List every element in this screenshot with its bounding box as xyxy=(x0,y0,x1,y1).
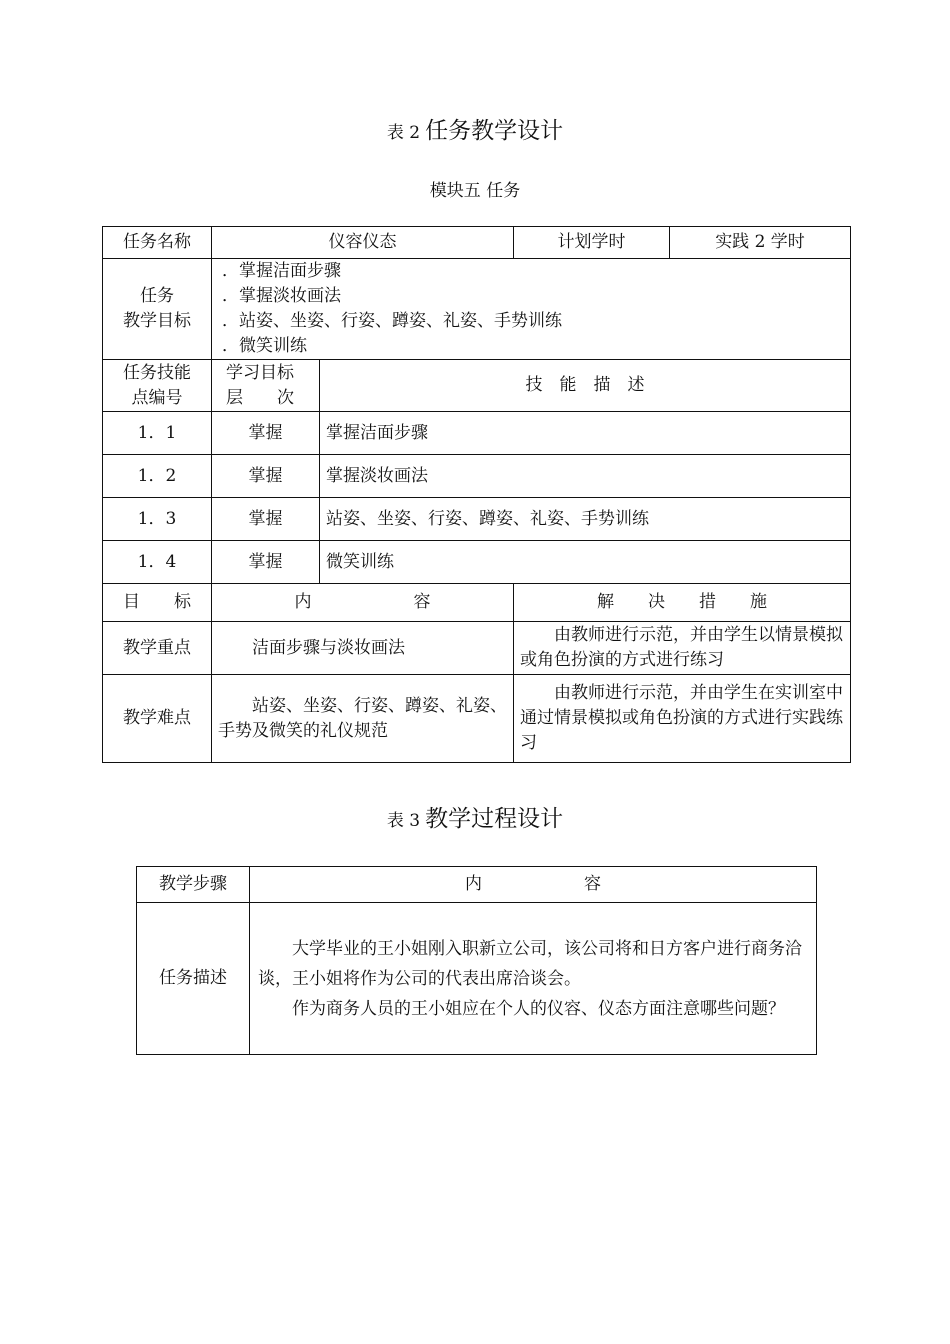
key-point-row xyxy=(103,622,851,675)
skill-id-header xyxy=(103,360,212,412)
task-description-row xyxy=(137,903,817,1055)
task-name-value: 仪容仪态 xyxy=(212,227,514,259)
difficult-point-label: 教学难点 xyxy=(103,675,212,763)
learning-level-header xyxy=(212,360,320,412)
skill-level: 掌握 xyxy=(212,498,320,541)
table-row xyxy=(103,498,851,541)
skill-description: 掌握淡妆画法 xyxy=(320,455,851,498)
table-row xyxy=(103,455,851,498)
task-description-content xyxy=(250,903,817,1055)
table-row xyxy=(103,541,851,584)
table2-subtitle: 模块五 任务 xyxy=(429,181,521,201)
focus-header-row xyxy=(103,584,851,622)
table3-title-main: 教学过程设计 xyxy=(425,806,564,832)
skill-description: 掌握洁面步骤 xyxy=(320,412,851,455)
skill-id: 1．1 xyxy=(103,412,212,455)
step-column-header: 教学步骤 xyxy=(137,867,250,903)
goal-item: ．掌握洁面步骤 xyxy=(222,261,341,281)
key-point-content: 洁面步骤与淡妆画法 xyxy=(212,622,514,675)
skill-level: 掌握 xyxy=(212,455,320,498)
goal-column-header: 目 标 xyxy=(103,584,212,622)
skill-id: 1．4 xyxy=(103,541,212,584)
skill-id: 1．3 xyxy=(103,498,212,541)
skill-description: 站姿、坐姿、行姿、蹲姿、礼姿、手势训练 xyxy=(320,498,851,541)
skill-id-header-line1: 任务技能 xyxy=(123,362,191,383)
task-description-label: 任务描述 xyxy=(137,903,250,1055)
skill-level: 掌握 xyxy=(212,541,320,584)
difficult-point-measure: 由教师进行示范，并由学生在实训室中通过情景模拟或角色扮演的方式进行实践练习 xyxy=(514,675,851,763)
table2-title xyxy=(0,112,950,145)
key-point-label: 教学重点 xyxy=(103,622,212,675)
task-name-label: 任务名称 xyxy=(103,227,212,259)
skills-header-row xyxy=(103,360,851,412)
task-description-para: 作为商务人员的王小姐应在个人的仪容、仪态方面注意哪些问题？ xyxy=(292,998,785,1019)
goal-item: ．微笑训练 xyxy=(222,336,307,356)
planned-hours-value: 实践 2 学时 xyxy=(670,227,851,259)
teaching-goals-label-line2: 教学目标 xyxy=(123,311,191,331)
skill-level: 掌握 xyxy=(212,412,320,455)
learning-level-header-line2: 层 次 xyxy=(226,387,294,408)
goal-item: ．掌握淡妆画法 xyxy=(222,286,341,306)
skill-id: 1．2 xyxy=(103,455,212,498)
learning-level-header-line1: 学习目标 xyxy=(226,362,294,383)
task-name-row xyxy=(103,227,851,259)
content-column-header: 内 容 xyxy=(250,867,817,903)
skill-description-header: 技 能 描 述 xyxy=(320,360,851,412)
task-description-para: 大学毕业的王小姐刚入职新立公司，该公司将和日方客户进行商务洽谈，王小姐将作为公司的代表出席洽谈会。 xyxy=(258,938,802,989)
content-column-header-text: 内 容 xyxy=(294,592,431,612)
teaching-process-table xyxy=(136,866,817,1055)
key-point-measure: 由教师进行示范，并由学生以情景模拟或角色扮演的方式进行练习 xyxy=(514,622,851,675)
goal-item: ．站姿、坐姿、行姿、蹲姿、礼姿、手势训练 xyxy=(222,311,562,331)
teaching-goals-row xyxy=(103,259,851,360)
task-design-table xyxy=(102,226,851,763)
teaching-goals-label-line1: 任务 xyxy=(140,286,174,306)
table3-title xyxy=(0,800,950,833)
skill-description: 微笑训练 xyxy=(320,541,851,584)
content-column-header xyxy=(212,584,514,622)
teaching-goals-label xyxy=(103,259,212,360)
measure-column-header: 解 决 措 施 xyxy=(514,584,851,622)
planned-hours-label: 计划学时 xyxy=(514,227,670,259)
table2-title-main: 任务教学设计 xyxy=(425,118,564,144)
table2-title-prefix: 表 2 xyxy=(386,123,421,143)
teaching-goals-list xyxy=(212,259,851,360)
process-header-row xyxy=(137,867,817,903)
difficult-point-row xyxy=(103,675,851,763)
skill-id-header-line2: 点编号 xyxy=(131,387,183,408)
difficult-point-content: 站姿、坐姿、行姿、蹲姿、礼姿、手势及微笑的礼仪规范 xyxy=(212,675,514,763)
table3-title-prefix: 表 3 xyxy=(386,811,421,831)
table-row xyxy=(103,412,851,455)
